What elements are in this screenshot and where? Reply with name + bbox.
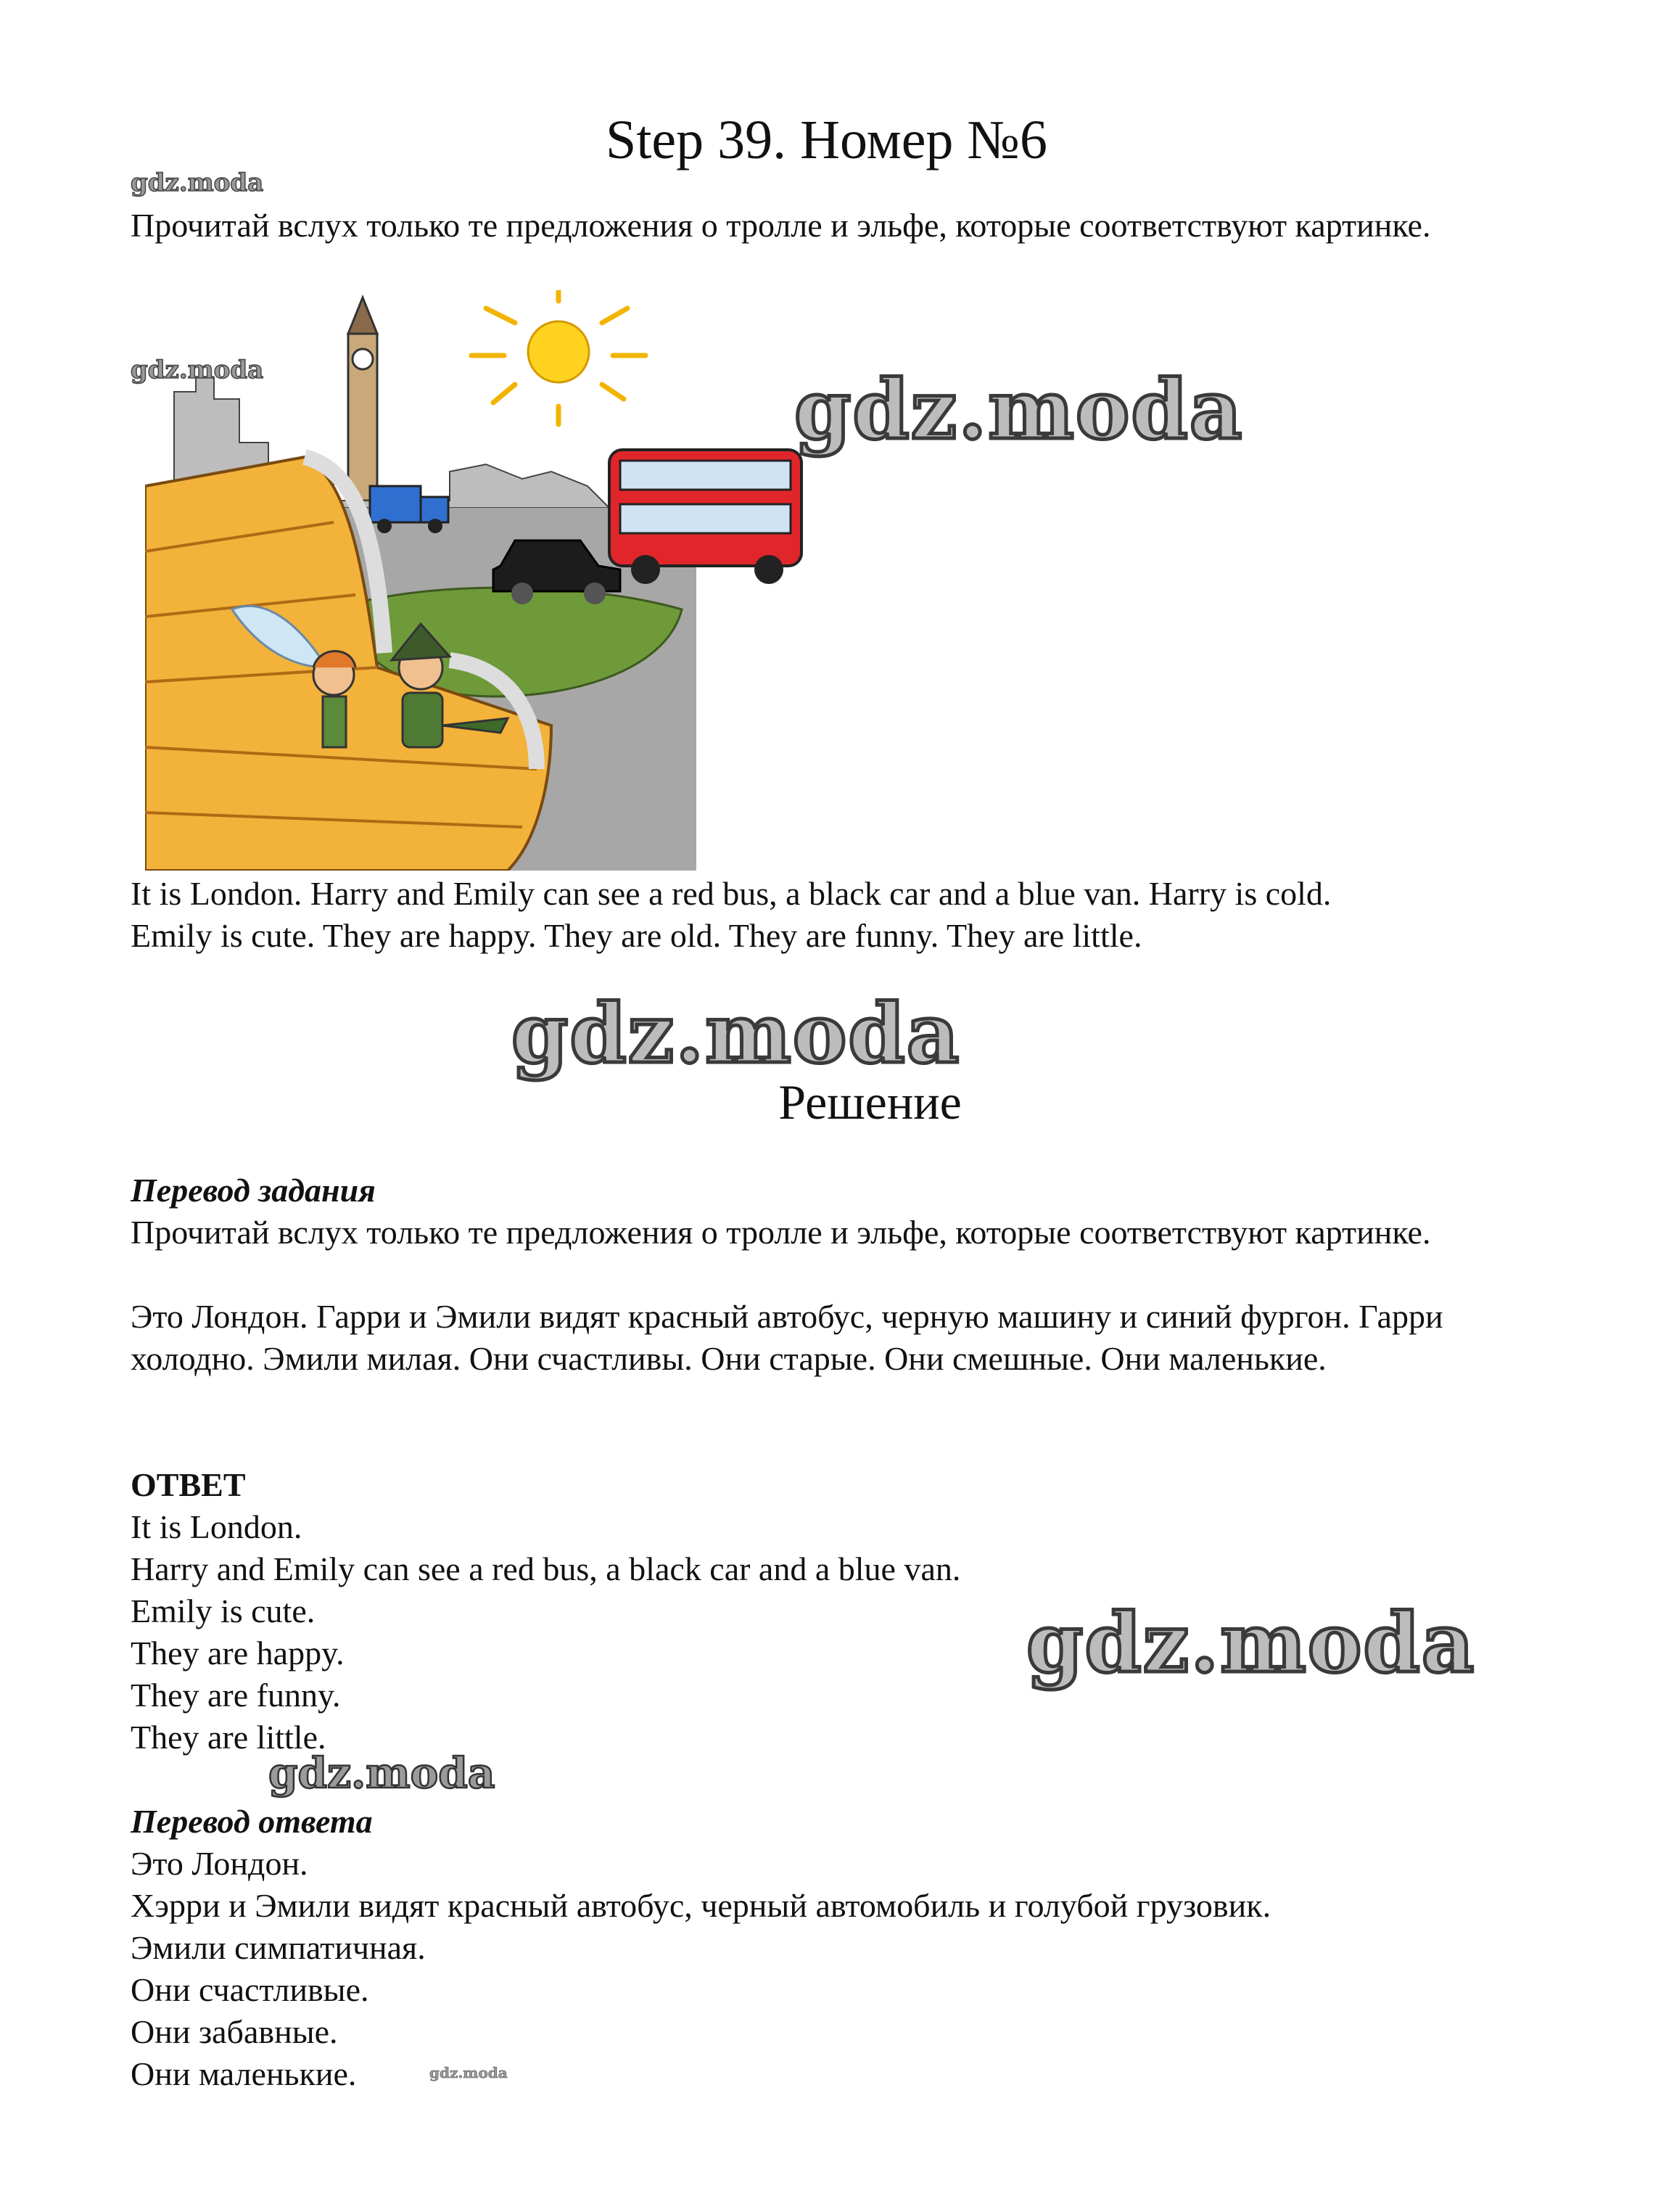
answer-heading: ОТВЕТ — [131, 1466, 246, 1503]
big-ben-icon — [348, 297, 377, 501]
page-title: Step 39. Номер №6 — [606, 110, 1047, 170]
watermark-large: gdz.moda — [794, 363, 1244, 458]
answer-translation-line: Они забавные. — [131, 2013, 338, 2050]
watermark: gdz.moda — [131, 168, 264, 197]
solution-heading: Решение — [778, 1074, 962, 1130]
answer-line: Harry and Emily can see a red bus, a black car and a blue van. — [131, 1550, 961, 1587]
answer-translation-line: Они маленькие. — [131, 2055, 357, 2092]
watermark: gdz.moda — [429, 2064, 508, 2081]
watermark-large: gdz.moda — [511, 987, 961, 1082]
red-bus-icon — [609, 450, 801, 584]
task-text: Прочитай вслух только те предложения о тролле и эльфе, которые соответствуют картинке. — [131, 207, 1431, 244]
translation-task-text-1: Прочитай вслух только те предложения о тролле и эльфе, которые соответствуют картинке. — [131, 1214, 1431, 1251]
watermark-large: gdz.moda — [1026, 1596, 1476, 1691]
answer-line: They are funny. — [131, 1677, 341, 1714]
answer-line: Emily is cute. — [131, 1592, 316, 1629]
watermark: gdz.moda — [131, 355, 264, 385]
sentence-line-2: Emily is cute. They are happy. They are old. They are funny. They are little. — [131, 917, 1142, 954]
answer-translation-line: Они счастливые. — [131, 1971, 369, 2008]
translation-task-heading: Перевод задания — [131, 1172, 376, 1209]
sentence-line-1: It is London. Harry and Emily can see a red bus, a black car and a blue van. Harry is cold. — [131, 875, 1332, 912]
answer-translation-line: Хэрри и Эмили видят красный автобус, черный автомобиль и голубой грузовик. — [131, 1887, 1271, 1924]
answer-translation-line: Эмили симпатичная. — [131, 1929, 426, 1966]
answer-translation-line: Это Лондон. — [131, 1845, 308, 1882]
answer-translation-heading: Перевод ответа — [131, 1803, 373, 1840]
answer-line: They are little. — [131, 1719, 326, 1756]
watermark: gdz.moda — [268, 1748, 495, 1798]
translation-task-text-2: Это Лондон. Гарри и Эмили видят красный автобус, черную машину и синий фургон. Гарри холодно. Эмили милая. Они счастливы. Они старые. Они смешные. Они маленькие. — [131, 1298, 1443, 1377]
answer-line: They are happy. — [131, 1635, 345, 1672]
answer-line: It is London. — [131, 1508, 302, 1545]
